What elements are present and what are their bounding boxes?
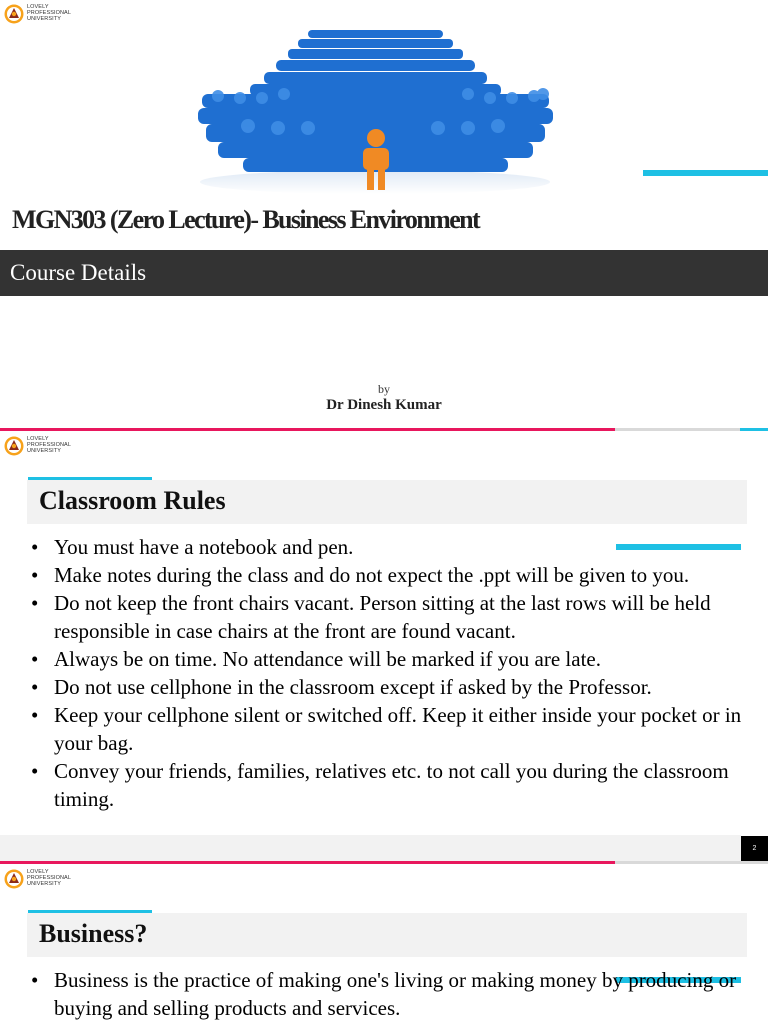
logo-wordmark	[27, 436, 71, 454]
slide-separator-grey	[615, 428, 740, 431]
logo-line-3: UNIVERSITY	[27, 448, 62, 454]
list-item: • Business is the practice of making one's living or making money by producing or buying and selling products and services.	[30, 966, 765, 1022]
slide-heading-box	[27, 480, 747, 524]
list-item: • Make notes during the class and do not expect the .ppt will be given to you.	[30, 561, 765, 589]
slide-separator-red	[0, 428, 615, 431]
logo-line-2: PROFESSIONAL	[27, 875, 71, 881]
crowd-arrow-illustration	[188, 22, 563, 194]
logo-line-1: LOVELY	[27, 4, 49, 10]
author-name: Dr Dinesh Kumar	[326, 397, 442, 413]
page-number: 2	[741, 836, 768, 862]
slide-footer	[0, 835, 741, 861]
university-logo	[4, 436, 71, 456]
business-list	[30, 966, 765, 1022]
list-item: • Always be on time. No attendance will be marked if you are late.	[30, 645, 765, 673]
university-emblem-icon	[4, 869, 24, 889]
university-logo	[4, 869, 71, 889]
by-label: by	[378, 382, 390, 396]
page-title: MGN303 (Zero Lecture)- Business Environment	[12, 205, 480, 234]
logo-wordmark	[27, 869, 71, 887]
rules-list	[30, 533, 765, 813]
university-emblem-icon	[4, 436, 24, 456]
cyan-accent-line	[643, 170, 768, 176]
logo-line-2: PROFESSIONAL	[27, 10, 71, 16]
list-item: • Do not keep the front chairs vacant. Person sitting at the last rows will be held responsible in case chairs at the front are found vacant.	[30, 589, 765, 645]
subtitle: Course Details	[10, 260, 147, 285]
title-bar	[0, 250, 768, 296]
slide-heading: Classroom Rules	[39, 486, 226, 515]
list-item: • Do not use cellphone in the classroom except if asked by the Professor.	[30, 673, 765, 701]
logo-line-1: LOVELY	[27, 436, 49, 442]
slide-separator-red	[0, 861, 615, 864]
logo-line-1: LOVELY	[27, 869, 49, 875]
logo-line-2: PROFESSIONAL	[27, 442, 71, 448]
slide-separator-cyan	[740, 428, 768, 431]
slide-heading-box	[27, 913, 747, 957]
slide-heading: Business?	[39, 919, 148, 948]
logo-wordmark	[27, 4, 71, 22]
university-emblem-icon	[4, 4, 24, 24]
list-item: • Convey your friends, families, relatives etc. to not call you during the classroom timing.	[30, 757, 765, 813]
list-item: • Keep your cellphone silent or switched off. Keep it either inside your pocket or in your bag.	[30, 701, 765, 757]
list-item: • You must have a notebook and pen.	[30, 533, 765, 561]
logo-line-3: UNIVERSITY	[27, 881, 62, 887]
university-logo	[4, 4, 71, 24]
logo-line-3: UNIVERSITY	[27, 16, 62, 22]
slide-separator-grey	[615, 861, 768, 864]
